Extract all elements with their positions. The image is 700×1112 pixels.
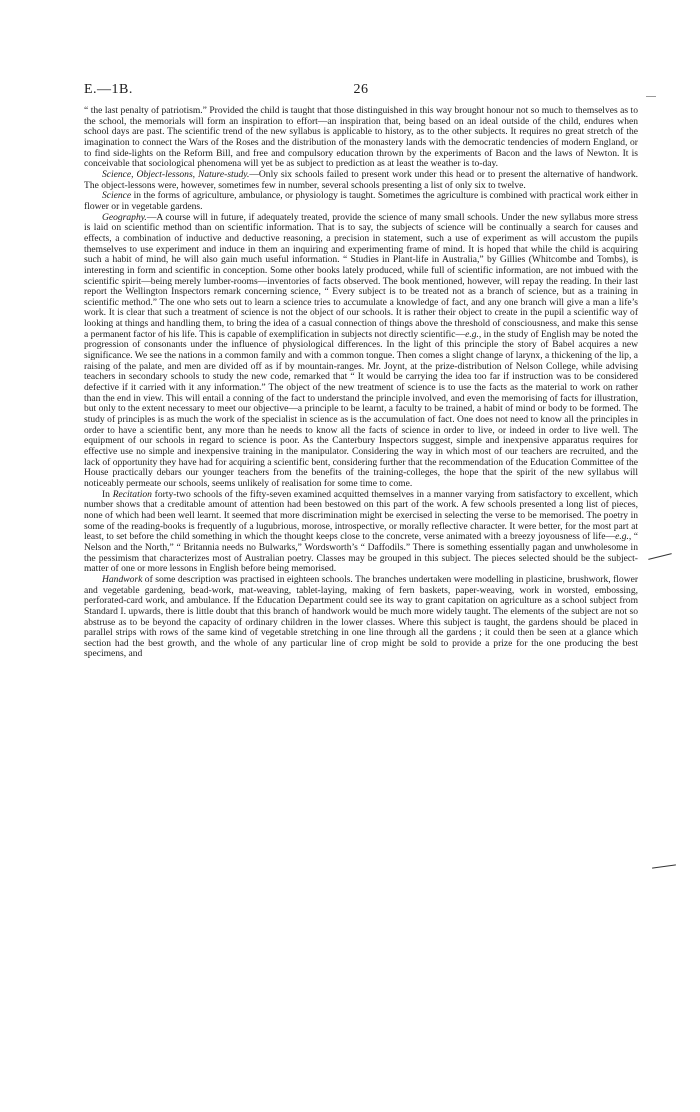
paragraph-recitation [84, 490, 638, 575]
report-reference: E.—1B. [84, 82, 133, 97]
document-page [84, 82, 638, 660]
italic-run: Science [102, 190, 132, 202]
text-run: “ the last penalty of patriotism.” Provided the child is taught that those distinguished in this way brought honour not so much to themselves as to the school, the memorials will form an inspiration to effort—an inspiration that, being based on an ideal outside of the child, endures when school days are past. The scientific trend of the new syllabus is applicable to history, as to the other subjects. It requires no great stretch of the imagination to connect the Wars of the Roses and the distribution of the monastery lands with the democratic tendencies of modern England, or to find side-lights on the Reform Bill, and free and compulsory education thrown by the experiments of Bacon and the laws of Newton. It is conceivable that sociological phenomena will yet be as subject to prediction as at least the weather is to-day. [84, 105, 638, 170]
margin-mark [648, 553, 672, 560]
text-run: —Only six schools failed to present work under this head or to present the alternative of handwork. The object-lessons were, however, sometimes few in number, several schools presenting a list of only six to twelve. [84, 168, 638, 191]
paragraph-science-forms [84, 191, 638, 212]
paragraph-handwork [84, 575, 638, 660]
margin-mark [652, 864, 676, 868]
text-run: In [102, 488, 113, 500]
body-text [84, 106, 638, 660]
italic-run: e.g., [465, 328, 482, 340]
italic-run: Geography. [102, 211, 147, 223]
italic-run: Science, Object-lessons, Nature-study. [102, 168, 250, 180]
paragraph-geography [84, 213, 638, 490]
text-run: forty-two schools of the fifty-seven examined acquitted themselves in a manner varying from satisfactory to excellent, which number shows that a creditable amount of attention had been bestowed on this part of the work. A few schools presented a long list of pieces, none of which had been well learnt. It seemed that more discrimination might be exercised in selecting the verse to be memorised. The poetry in some of the reading-books is frequently of a lugubrious, morose, introspective, or morally reflective character. It were better, for the most part at least, to set before the child something in which the thought keeps close to the concrete, verse animated with a breezy joyousness of life— [84, 488, 639, 543]
margin-mark [646, 96, 656, 97]
text-run: “ Nelson and the North,” “ Britannia needs no Bulwarks,” Wordsworth’s “ Daffodils.” There is something essentially pagan and unwholesome in the pessimism that characterizes most of Australian poetry. Classes may be grouped in this subject. The pieces selected should be the subject-matter of one or more lessons in English before being memorised. [84, 531, 639, 575]
text-run: —A course will in future, if adequately treated, provide the science of many small schools. Under the new syllabus more stress is laid on scientific method than on scientific information. That is to say, the subjects of science will be continually a search for causes and effects, a combination of inductive and deductive reasoning, a precision in statement, such a use of experiment as will accustom the pupils themselves to use experiment and induce in them an inquiring and experimenting frame of mind. It is hoped that while the child is acquiring such a habit of mind, he will also gain much useful information. “ Studies in Plant-life in Australia,” by Gillies (Whitcombe and Tombs), is interesting in form and scientific in conception. Some other books lately produced, while full of scientific information, are not imbued with the scientific spirit—being merely lumber-rooms—inventories of facts observed. The book mentioned, however, will repay the reading. In their last report the Wellington Inspectors remark concerning science, “ Every subject is to be treated not as a branch of science, but as a training in scientific method.” The one who sets out to learn a science tries to accumulate a knowledge of fact, and any one branch will give a man a life’s work. It is clear that such a treatment of science is not the object of our schools. It is rather their object to create in the pupil a scientific way of looking at things and handling them, to bring the idea of a casual connection of things above the threshold of consciousness, and make this sense a permanent factor of his life. This is capable of exemplification in subjects not directly scientific— [84, 211, 638, 340]
text-run: of some description was practised in eighteen schools. The branches undertaken were modelling in plasticine, brushwork, flower and vegetable gardening, bead-work, mat-weaving, tablet-laying, making of fern baskets, paper-weaving, work in worsted, embossing, perforated-card work, and ambulance. If the Education Department could see its way to grant capitation on agriculture as a school subject from Standard I. upwards, there is little doubt that this branch of handwork would be much more widely taught. The elements of the subject are not so abstruse as to be beyond the capacity of ordinary children in the lower classes. Where this subject is taught, the gardens should be placed in parallel strips with rows of the same kind of vegetable stretching in one line through all the gardens ; it could then be seen at a glance which section had the best growth, and the whole of any particular line of crop might be sold to provide a prize for the one producing the best specimens, and [84, 573, 638, 660]
page-number: 26 [353, 82, 369, 97]
paragraph-history-continued [84, 106, 638, 170]
italic-run: Recitation [112, 488, 152, 500]
text-run: in the forms of agriculture, ambulance, or physiology is taught. Sometimes the agriculture is combined with practical work either in flower or in vegetable gardens. [84, 190, 638, 212]
italic-run: e.g., [615, 531, 632, 543]
text-run: in the study of English may be noted the progression of consonants under the influence of physiological differences. In the light of this principle the story of Babel acquires a new significance. We see the nations in a common family and with a common tongue. Then comes a slight change of larynx, a thickening of the lip, a raising of the palate, and men are divided off as if by mountain-ranges. Mr. Joynt, at the prize-distribution of Nelson College, while advising teachers in secondary schools to study the new code, remarked that “ It would be carrying the idea too far if instruction was to be considered defective if it carried with it any information.” The object of the new treatment of science is to use the facts as the material to work on rather than the end in view. This will entail a conning of the fact to understand the principle involved, and even the memorising of facts for illustration, but only to the extent necessary to meet our objective—a principle to be learnt, a faculty to be trained, a habit of mind or body to be formed. The study of principles is as much the work of the specialist in science as is the accumulation of fact. One does not need to know all the principles in order to have a scientific bent, any more than he needs to know all the facts of science in order to live, or indeed in order to live well. The equipment of our schools in regard to science is poor. As the Canterbury Inspectors suggest, simple and inexpensive apparatus requires for effective use no simple and inexpensive training in the manipulator. Considering the way in which most of our teachers are recruited, and the lack of opportunity they have had for acquiring a scientific bent, considering further that the recommendation of the Education Committee of the House practically debars our younger teachers from the benefits of the training-colleges, the hope that the spirit of the new syllabus will noticeably permeate our schools, seems unlikely of realisation for some time to come. [84, 328, 639, 489]
italic-run: Handwork [102, 573, 143, 585]
page-header [84, 82, 638, 106]
paragraph-science-object-lessons [84, 170, 638, 191]
